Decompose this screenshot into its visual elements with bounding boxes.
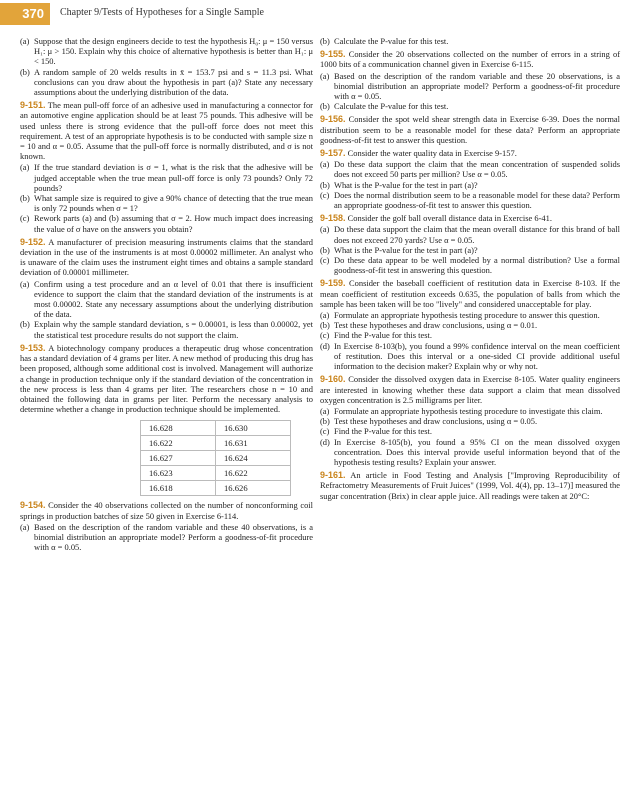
part-item [320, 245, 620, 255]
part-label: (c) [320, 426, 330, 437]
exercise-9-161 [320, 470, 620, 501]
right-column [320, 36, 620, 502]
part-label: (a) [320, 310, 330, 321]
part-label: (a) [320, 405, 330, 416]
table-row [141, 436, 291, 451]
exercise-text: Consider the golf ball overall distance data in Exercise 6-41. [347, 213, 552, 224]
part-label: (a) [320, 224, 330, 235]
part-text: Calculate the P-value for this test. [334, 36, 449, 46]
exercise-number: 9-153. [20, 342, 46, 353]
part-label: (a) [20, 162, 30, 173]
part-item [20, 193, 313, 213]
exercise-text: Consider the spot weld shear strength data in Exercise 6-39. Does the normal distribution seem to be a reasonable model for these data? Perform an appropriate goodness-of-fit test to answer this question. [320, 114, 621, 145]
exercise-text: The mean pull-off force of an adhesive used in manufacturing a connector for an automotive engine application should be at least 75 pounds. This adhesive will be used unless there is strong evidence that the pull-off force does not meet this requirement. A test of an appropriate hypothesis is to be conducted with sample size n = 10 and α = 0.05. Assume that the pull-off force is normally distributed, and σ is not known. [20, 100, 313, 162]
part-item [320, 255, 620, 275]
table-cell: 16.624 [216, 451, 291, 466]
part-item [320, 406, 620, 416]
part-text: Suppose that the design engineers decide to test the hypothesis H₀: μ = 150 versus H₁: μ > 150. Explain why this choice of alternative hypothesis is better than H₁: μ < 150. [34, 36, 313, 67]
part-item [320, 180, 620, 190]
table-cell: 16.618 [141, 481, 216, 496]
part-text: What is the P-value for the test in part (a)? [334, 179, 478, 190]
left-column [20, 36, 313, 552]
page-header [0, 0, 639, 34]
part-label: (b) [320, 416, 330, 427]
exercise-text: Consider the baseball coefficient of restitution data in Exercise 8-103. If the mean coefficient of restitution exceeds 0.635, the population of balls from which the sample has been taken will be too "lively" and considered unacceptable for play. [320, 278, 621, 309]
part-item [20, 67, 313, 98]
part-label: (d) [320, 436, 330, 447]
part-text: Test these hypotheses and draw conclusions, using α = 0.01. [334, 320, 538, 331]
exercise-9-151 [20, 100, 313, 161]
part-label: (a) [320, 159, 330, 170]
part-label: (c) [320, 330, 330, 341]
part-label: (b) [320, 36, 330, 46]
data-table [140, 420, 291, 496]
table-cell: 16.622 [141, 436, 216, 451]
part-item [20, 213, 313, 233]
exercise-9-160 [320, 374, 620, 405]
exercise-9-155 [320, 49, 620, 69]
part-text: What sample size is required to give a 90% chance of detecting that the true mean is only 72 pounds when σ = 1? [34, 193, 313, 214]
part-text: Explain why the sample standard deviation, s = 0.00001, is less than 0.00002, yet the statistical test procedure results do not support the claim. [34, 319, 313, 340]
part-text: Test these hypotheses and draw conclusions, using α = 0.05. [334, 416, 538, 427]
exercise-9-158 [320, 213, 620, 223]
table-cell: 16.627 [141, 451, 216, 466]
exercise-text: A biotechnology company produces a therapeutic drug whose concentration has a standard deviation of 4 grams per liter. A new method of producing this drug has been proposed, although some additional cost is involved. Management will authorize a change in production technique only if the standard deviation of the concentration in the new process is less than 4 grams per liter. The researchers chose n = 10 and obtained the following data in grams per liter. Perform the necessary analysis to determine whether a change in production technique should be implemented. [20, 342, 313, 415]
exercise-number: 9-151. [20, 100, 46, 111]
part-text: A random sample of 20 welds results in x̄ = 153.7 psi and s = 11.3 psi. What conclusions can you draw about the hypothesis in part (a)? State any necessary assumptions about the underlying distribution of the data. [34, 66, 313, 98]
exercise-text: Consider the water quality data in Exercise 9-157. [347, 148, 517, 159]
part-text: Formulate an appropriate hypothesis testing procedure to answer this question. [334, 310, 600, 321]
part-text: Do these data support the claim that the mean overall distance for this brand of ball does not exceed 270 yards? Use α = 0.05. [334, 224, 620, 245]
part-label: (b) [320, 179, 330, 190]
part-label: (c) [320, 189, 330, 200]
exercise-text: A manufacturer of precision measuring instruments claims that the standard deviation in the use of the instruments is at most 0.00002 millimeter. An analyst who is unaware of the claim uses the instrument eight times and obtains a sample standard deviation of 0.00001 millimeter. [20, 236, 313, 278]
part-item [320, 36, 620, 46]
part-label: (c) [320, 255, 330, 266]
exercise-9-153 [20, 343, 313, 414]
part-item [320, 159, 620, 179]
part-text: In Exercise 8-105(b), you found a 95% CI on the mean dissolved oxygen concentration. Does this interval provide useful information beyond that of the hypothesis testing results? Explain your answer. [334, 436, 620, 467]
exercise-9-157 [320, 148, 620, 158]
part-label: (a) [20, 36, 30, 46]
exercise-number: 9-158. [320, 213, 346, 224]
part-text: Does the normal distribution seem to be a reasonable model for these data? Perform an appropriate goodness-of-fit test to answer this question. [334, 189, 620, 211]
part-item [320, 426, 620, 436]
exercise-9-152 [20, 237, 313, 278]
part-item [320, 224, 620, 244]
part-item [320, 341, 620, 372]
exercise-text: Consider the 40 observations collected on the number of nonconforming coil springs in production batches of size 50 given in Exercise 6-114. [20, 500, 313, 521]
exercise-number: 9-160. [320, 374, 346, 385]
exercise-number: 9-154. [20, 500, 46, 511]
page-number: 370 [0, 3, 50, 25]
exercise-number: 9-155. [320, 49, 346, 60]
part-label: (d) [320, 340, 330, 351]
part-item [320, 190, 620, 210]
part-text: Rework parts (a) and (b) assuming that σ = 2. How much impact does increasing the value of σ have on the answers you obtain? [34, 213, 313, 234]
table-cell: 16.623 [141, 466, 216, 481]
exercise-text: Consider the 20 observations collected on the number of errors in a string of 1000 bits of a communication channel given in Exercise 6-115. [320, 49, 620, 70]
part-label: (c) [20, 213, 30, 224]
part-item [320, 416, 620, 426]
part-item [320, 71, 620, 102]
part-label: (b) [20, 319, 30, 330]
exercise-number: 9-152. [20, 236, 46, 247]
table-row [141, 421, 291, 436]
part-text: Based on the description of the random variable and these 20 observations, is a binomial distribution an appropriate model? Perform a goodness-of-fit procedure with α = 0.05. [334, 70, 620, 102]
part-text: Do these data support the claim that the mean concentration of suspended solids does not exceed 50 parts per million? Use α = 0.05. [334, 159, 620, 180]
table-row [141, 451, 291, 466]
part-text: Confirm using a test procedure and an α level of 0.01 that there is insufficient evidence to support the claim that the standard deviation of the instruments is at most 0.00002. State any necessary assumptions about the underlying distribution of the data. [34, 278, 313, 320]
exercise-number: 9-159. [320, 278, 346, 289]
part-text: If the true standard deviation is σ = 1, what is the risk that the adhesive will be judged acceptable when the true mean pull-off force is only 73 pounds? Only 72 pounds? [34, 162, 313, 193]
part-item [20, 279, 313, 320]
part-item [320, 437, 620, 468]
part-label: (b) [320, 244, 330, 255]
part-label: (a) [320, 70, 330, 81]
part-label: (b) [20, 66, 30, 77]
part-label: (b) [320, 320, 330, 331]
part-item [320, 101, 620, 111]
table-row [141, 466, 291, 481]
part-label: (b) [20, 193, 30, 204]
table-cell: 16.626 [216, 481, 291, 496]
part-text: Formulate an appropriate hypothesis testing procedure to investigate this claim. [334, 405, 603, 416]
exercise-text: Consider the dissolved oxygen data in Exercise 8-105. Water quality engineers are interested in knowing whether these data support a claim that mean dissolved oxygen concentration is 2.5 milligrams per liter. [320, 374, 621, 405]
part-item [20, 522, 313, 553]
part-text: What is the P-value for the test in part (a)? [334, 244, 478, 255]
part-item [20, 319, 313, 339]
exercise-9-154 [20, 500, 313, 520]
exercise-9-156 [320, 114, 620, 145]
exercise-number: 9-156. [320, 114, 346, 125]
part-item [20, 36, 313, 67]
table-row [141, 481, 291, 496]
part-text: Find the P-value for this test. [334, 426, 432, 437]
part-item [20, 162, 313, 193]
part-text: Calculate the P-value for this test. [334, 101, 449, 112]
part-text: Based on the description of the random variable and these 40 observations, is a binomial distribution an appropriate model? Perform a goodness-of-fit procedure with α = 0.05. [34, 521, 313, 553]
exercise-text: An article in Food Testing and Analysis ["Improving Reproducibility of Refractometry Measurements of Fruit Juices" (1999, Vol. 4(4), pp. 13–17)] measured the sugar concentration (Brix) in clear apple juice. All readings were taken at 20°C: [320, 470, 621, 501]
table-cell: 16.628 [141, 421, 216, 436]
exercise-number: 9-161. [320, 470, 346, 481]
part-label: (b) [320, 101, 330, 112]
part-item [320, 320, 620, 330]
table-cell: 16.622 [216, 466, 291, 481]
table-cell: 16.630 [216, 421, 291, 436]
part-text: In Exercise 8-103(b), you found a 99% confidence interval on the mean coefficient of restitution. Does this interval or a one-sided CI provide additional useful information to the decision maker? Explain why or why not. [334, 340, 620, 372]
exercise-9-159 [320, 278, 620, 309]
part-item [320, 330, 620, 340]
part-text: Find the P-value for this test. [334, 330, 432, 341]
part-item [320, 310, 620, 320]
table-cell: 16.631 [216, 436, 291, 451]
part-label: (a) [20, 521, 30, 532]
part-text: Do these data appear to be well modeled by a normal distribution? Use a formal goodness-of-fit test in answering this question. [334, 255, 620, 276]
exercise-number: 9-157. [320, 148, 346, 159]
running-title: Chapter 9/Tests of Hypotheses for a Single Sample [60, 7, 264, 18]
part-label: (a) [20, 278, 30, 289]
